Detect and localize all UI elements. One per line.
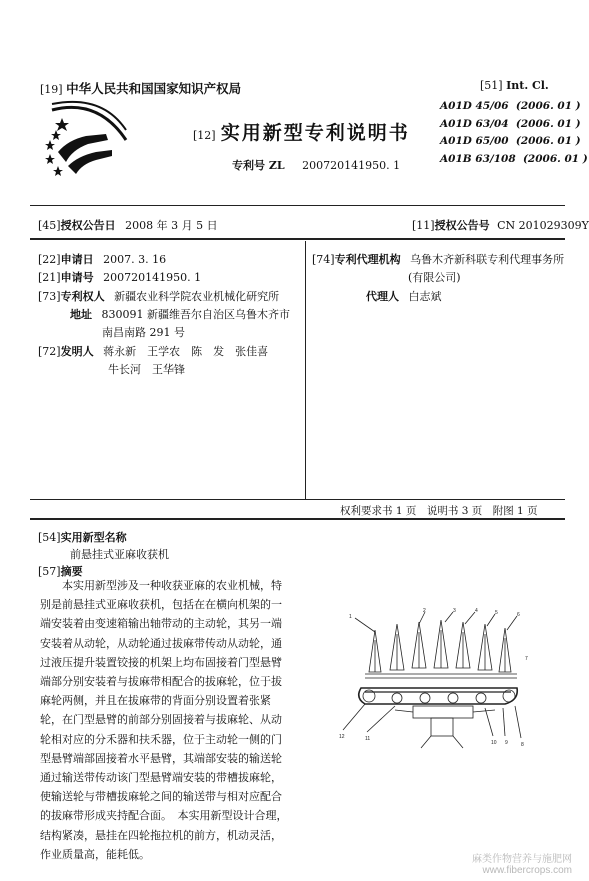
page-count-info: 权利要求书 1 页 说明书 3 页 附图 1 页	[340, 505, 538, 517]
machine-drawing	[335, 610, 535, 760]
inventor-row: [72]发明人 蒋永新 王学农 陈 发 张佳喜	[38, 345, 269, 358]
emblem-logo	[38, 100, 128, 180]
office-header	[40, 79, 241, 97]
figure-label: 2	[423, 608, 426, 614]
figure-label: 8	[521, 742, 524, 748]
figure-label: 7	[525, 656, 528, 662]
office-code: [19]	[40, 83, 63, 96]
figure-label: 5	[495, 610, 498, 616]
office-name: 中华人民共和国国家知识产权局	[66, 81, 242, 96]
pub-number-row: [11]授权公告号 CN 201029309Y	[412, 219, 589, 232]
abstract-line: 的拔麻带形成夹持配合面。 本实用新型设计合理，	[40, 809, 288, 823]
abstract-line: 麻轮两侧，并且在拔麻带的背面分别设置着张紧	[40, 694, 271, 708]
classification-row: A01D 65/00 (2006. 01 )	[440, 135, 581, 147]
patent-number: 专利号 ZL 200720141950. 1	[232, 159, 401, 172]
site-watermark: 麻类作物营养与施肥网 www.fibercrops.com	[472, 854, 572, 876]
header-rule	[30, 205, 565, 206]
document-title: 实用新型专利说明书	[220, 122, 410, 144]
classification-list	[440, 98, 588, 168]
abstract-line: 本实用新型涉及一种收获亚麻的农业机械，特	[40, 579, 282, 592]
abstract-label: [57]摘要	[38, 565, 83, 578]
bib-column-divider	[305, 241, 306, 499]
abstract-line: 过液压提升装置铰接的机架上均布固接着门型悬臂	[40, 655, 282, 669]
abstract-line: 轮相对应的分禾器和扶禾器，位于主动轮一侧的门	[40, 732, 282, 746]
classification-row: A01D 45/06 (2006. 01 )	[440, 100, 581, 112]
owner-row: [73]专利权人 新疆农业科学院农业机械化研究所	[38, 290, 280, 303]
inventor-row-2: 牛长河 王华锋	[108, 363, 185, 376]
int-class-header: [51] Int. Cl.	[480, 79, 549, 92]
abstract-line: 别是前悬挂式亚麻收获机，包括在在横向机架的一	[40, 598, 282, 612]
figure-label: 1	[349, 614, 352, 620]
grant-date-row: [45]授权公告日 2008 年 3 月 5 日	[38, 219, 218, 232]
figure-label: 10	[491, 740, 497, 746]
figure-label: 12	[339, 734, 345, 740]
filed-date-row: [22]申请日 2007. 3. 16	[38, 253, 167, 266]
abstract-line: 型悬臂端部固接着水平悬臂，其端部安装的输送轮	[40, 751, 282, 765]
classification-row: A01D 63/04 (2006. 01 )	[440, 117, 581, 130]
abstract-line: 端部分别安装着与拔麻带相配合的拔麻轮，位于拔	[40, 675, 282, 689]
classification-row: A01B 63/108 (2006. 01 )	[440, 152, 588, 165]
bib-rule-top	[30, 238, 565, 240]
figure-label: 11	[365, 736, 371, 742]
utility-title-label: [54]实用新型名称	[38, 531, 127, 544]
address-row-2: 南昌南路 291 号	[102, 326, 185, 339]
utility-title: 前悬挂式亚麻收获机	[70, 548, 169, 561]
abstract-line: 轮，在门型悬臂的前部分别固接着与拔麻轮、从动	[40, 713, 282, 727]
agency-row: [74]专利代理机构 乌鲁木齐新科联专利代理事务所	[312, 253, 565, 266]
agent-row: 代理人 白志斌	[366, 290, 442, 303]
bib-rule-bottom	[30, 518, 565, 520]
abstract-body	[40, 576, 302, 864]
abstract-line: 使输送轮与带槽拔麻轮之间的输送带与相对应配合	[40, 790, 282, 804]
abstract-line: 结构紧凑，悬挂在四轮拖拉机的前方，机动灵活，	[40, 828, 282, 842]
abstract-line: 作业质量高，能耗低。	[40, 847, 150, 861]
figure-label: 4	[475, 608, 478, 614]
app-number-row: [21]申请号 200720141950. 1	[38, 271, 202, 284]
abstract-line: 端安装着由变速箱输出轴带动的主动轮，其另一端	[40, 617, 282, 631]
agency-row-2: (有限公司)	[408, 271, 461, 284]
figure-label: 3	[453, 608, 456, 614]
bib-rule-mid	[30, 499, 565, 500]
figure-label: 9	[505, 740, 508, 746]
document-type: [12] 实用新型专利说明书	[193, 122, 410, 144]
address-row: 地址 830091 新疆维吾尔自治区乌鲁木齐市	[70, 308, 290, 321]
abstract-line: 通过输送带传动该门型悬臂端安装的带槽拔麻轮，	[40, 771, 282, 785]
figure-label: 6	[517, 612, 520, 618]
abstract-line: 安装着从动轮，从动轮通过拔麻带传动从动轮，通	[40, 636, 282, 650]
